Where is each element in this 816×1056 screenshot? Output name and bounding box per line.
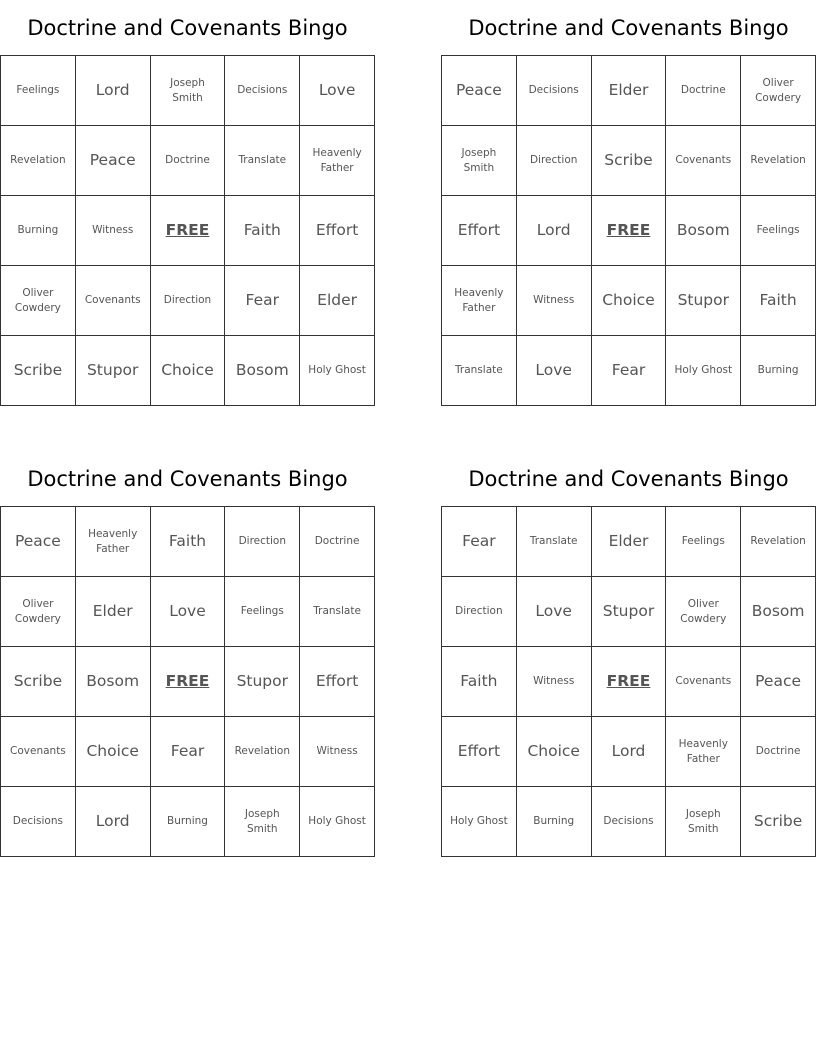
bingo-cell: Faith: [442, 647, 517, 717]
bingo-cell: Love: [517, 336, 592, 406]
bingo-cell: Elder: [592, 56, 667, 126]
bingo-cell: Lord: [592, 717, 667, 787]
bingo-cell: Peace: [1, 507, 76, 577]
bingo-cell: Fear: [592, 336, 667, 406]
bingo-cell: Direction: [151, 266, 226, 336]
bingo-grid: [441, 506, 816, 857]
bingo-cell: Joseph Smith: [442, 126, 517, 196]
bingo-cell: Oliver Cowdery: [1, 577, 76, 647]
bingo-cell: Direction: [517, 126, 592, 196]
free-space-cell: FREE: [592, 196, 667, 266]
bingo-cell: Bosom: [666, 196, 741, 266]
bingo-cell: Feelings: [225, 577, 300, 647]
bingo-cell: Holy Ghost: [300, 787, 375, 857]
bingo-cell: Love: [151, 577, 226, 647]
bingo-cell: Peace: [741, 647, 816, 717]
bingo-cell: Choice: [76, 717, 151, 787]
bingo-cell: Burning: [517, 787, 592, 857]
bingo-grid: [441, 55, 816, 406]
bingo-cell: Covenants: [76, 266, 151, 336]
bingo-cell: Holy Ghost: [300, 336, 375, 406]
bingo-cell: Burning: [151, 787, 226, 857]
bingo-cell: Covenants: [666, 647, 741, 717]
bingo-cell: Joseph Smith: [225, 787, 300, 857]
bingo-cell: Scribe: [1, 647, 76, 717]
bingo-cell: Feelings: [1, 56, 76, 126]
free-space-cell: FREE: [151, 196, 226, 266]
bingo-cell: Lord: [76, 56, 151, 126]
bingo-cell: Joseph Smith: [151, 56, 226, 126]
bingo-cell: Oliver Cowdery: [741, 56, 816, 126]
bingo-grid: [0, 506, 375, 857]
bingo-cell: Revelation: [741, 126, 816, 196]
bingo-cell: Peace: [76, 126, 151, 196]
bingo-cell: Feelings: [741, 196, 816, 266]
bingo-cell: Covenants: [666, 126, 741, 196]
bingo-cell: Heavenly Father: [76, 507, 151, 577]
bingo-cell: Translate: [300, 577, 375, 647]
bingo-cell: Stupor: [76, 336, 151, 406]
card-title: Doctrine and Covenants Bingo: [27, 15, 348, 40]
bingo-cell: Bosom: [225, 336, 300, 406]
bingo-cell: Witness: [300, 717, 375, 787]
bingo-cell: Stupor: [225, 647, 300, 717]
bingo-cell: Effort: [300, 647, 375, 717]
bingo-cell: Fear: [151, 717, 226, 787]
bingo-cell: Oliver Cowdery: [666, 577, 741, 647]
bingo-cell: Love: [517, 577, 592, 647]
bingo-cell: Direction: [442, 577, 517, 647]
bingo-cell: Faith: [225, 196, 300, 266]
bingo-cell: Peace: [442, 56, 517, 126]
bingo-cell: Revelation: [741, 507, 816, 577]
bingo-cell: Faith: [151, 507, 226, 577]
bingo-cell: Witness: [517, 647, 592, 717]
bingo-cell: Joseph Smith: [666, 787, 741, 857]
bingo-cell: Translate: [442, 336, 517, 406]
bingo-cell: Faith: [741, 266, 816, 336]
bingo-cell: Doctrine: [666, 56, 741, 126]
bingo-cell: Scribe: [741, 787, 816, 857]
bingo-cell: Decisions: [225, 56, 300, 126]
bingo-cell: Scribe: [1, 336, 76, 406]
bingo-cell: Scribe: [592, 126, 667, 196]
bingo-cell: Bosom: [741, 577, 816, 647]
bingo-cell: Choice: [517, 717, 592, 787]
bingo-cell: Effort: [300, 196, 375, 266]
card-title: Doctrine and Covenants Bingo: [27, 466, 348, 491]
bingo-cell: Witness: [76, 196, 151, 266]
bingo-cell: Revelation: [225, 717, 300, 787]
bingo-cell: Revelation: [1, 126, 76, 196]
bingo-cell: Burning: [741, 336, 816, 406]
bingo-cell: Stupor: [666, 266, 741, 336]
bingo-cell: Lord: [517, 196, 592, 266]
bingo-cell: Choice: [151, 336, 226, 406]
bingo-cell: Stupor: [592, 577, 667, 647]
bingo-cell: Bosom: [76, 647, 151, 717]
bingo-cell: Decisions: [592, 787, 667, 857]
bingo-cell: Effort: [442, 717, 517, 787]
bingo-cell: Covenants: [1, 717, 76, 787]
card-title: Doctrine and Covenants Bingo: [468, 15, 789, 40]
bingo-cell: Direction: [225, 507, 300, 577]
bingo-cell: Effort: [442, 196, 517, 266]
bingo-cell: Heavenly Father: [442, 266, 517, 336]
bingo-cell: Love: [300, 56, 375, 126]
free-space-cell: FREE: [592, 647, 667, 717]
bingo-cell: Doctrine: [741, 717, 816, 787]
bingo-cell: Decisions: [1, 787, 76, 857]
bingo-cell: Decisions: [517, 56, 592, 126]
bingo-cell: Doctrine: [300, 507, 375, 577]
bingo-cell: Translate: [517, 507, 592, 577]
bingo-cell: Elder: [592, 507, 667, 577]
bingo-cell: Elder: [76, 577, 151, 647]
bingo-cell: Heavenly Father: [300, 126, 375, 196]
card-title: Doctrine and Covenants Bingo: [468, 466, 789, 491]
bingo-cell: Heavenly Father: [666, 717, 741, 787]
bingo-cell: Lord: [76, 787, 151, 857]
bingo-cell: Holy Ghost: [442, 787, 517, 857]
bingo-cell: Witness: [517, 266, 592, 336]
bingo-cell: Elder: [300, 266, 375, 336]
bingo-cell: Fear: [225, 266, 300, 336]
free-space-cell: FREE: [151, 647, 226, 717]
bingo-grid: [0, 55, 375, 406]
bingo-cell: Burning: [1, 196, 76, 266]
bingo-cell: Fear: [442, 507, 517, 577]
bingo-cell: Holy Ghost: [666, 336, 741, 406]
bingo-cell: Feelings: [666, 507, 741, 577]
bingo-cell: Doctrine: [151, 126, 226, 196]
bingo-cell: Oliver Cowdery: [1, 266, 76, 336]
bingo-cell: Translate: [225, 126, 300, 196]
bingo-cell: Choice: [592, 266, 667, 336]
